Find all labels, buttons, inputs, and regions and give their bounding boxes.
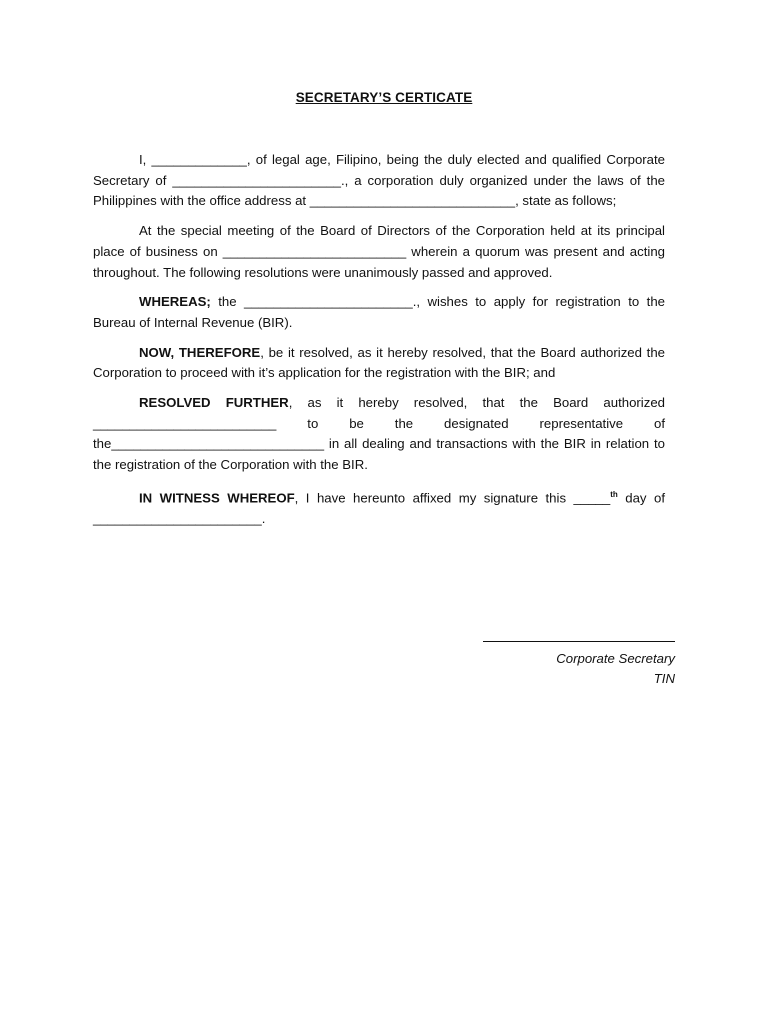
in-witness-day-text: day of _______________________. <box>93 490 666 526</box>
in-witness-lead: IN WITNESS WHEREOF <box>139 490 295 506</box>
paragraph-resolved-further <box>93 393 665 476</box>
now-therefore-text: , be it resolved, as it hereby resolved, that the Board authorized the Corporation to proceed with it’s application for the registration with the BIR; and <box>93 344 666 381</box>
now-therefore-lead: NOW, THEREFORE <box>139 344 261 360</box>
paragraph-in-witness <box>93 485 665 530</box>
whereas-lead: WHEREAS; <box>139 294 211 310</box>
signature-role: Corporate Secretary <box>556 651 675 666</box>
whereas-text: the _______________________., wishes to apply for registration to the Bureau of Internal Revenue (BIR). <box>93 294 665 330</box>
signature-tin: TIN <box>653 671 675 686</box>
document-body <box>93 150 665 539</box>
day-suffix: th <box>610 489 618 499</box>
resolved-further-text: , as it hereby resolved, that the Board authorized _________________________ to be the designated representative of the_____________________________ in all dealing and transactions with the BIR in relation to the registration of the Corporation with the BIR. <box>93 395 665 473</box>
resolved-further-lead: RESOLVED FURTHER <box>139 395 289 411</box>
document-title: SECRETARY’S CERTICATE <box>295 90 473 105</box>
signature-line <box>483 641 675 642</box>
paragraph-declaration: I, _____________, of legal age, Filipino, being the duly elected and qualified Corporate Secretary of _______________________., a corporation duly organized under the laws of the Philippines with the office address at ____________________________, state as follows; <box>93 152 665 209</box>
paragraph-meeting: At the special meeting of the Board of Directors of the Corporation held at its principal place of business on _________________________ wherein a quorum was present and acting throughout. The following resolutions were unanimously passed and approved. <box>93 223 665 280</box>
paragraph-now-therefore <box>93 343 665 384</box>
paragraph-whereas <box>93 292 665 333</box>
in-witness-text: , I have hereunto affixed my signature this _____ <box>294 490 611 506</box>
